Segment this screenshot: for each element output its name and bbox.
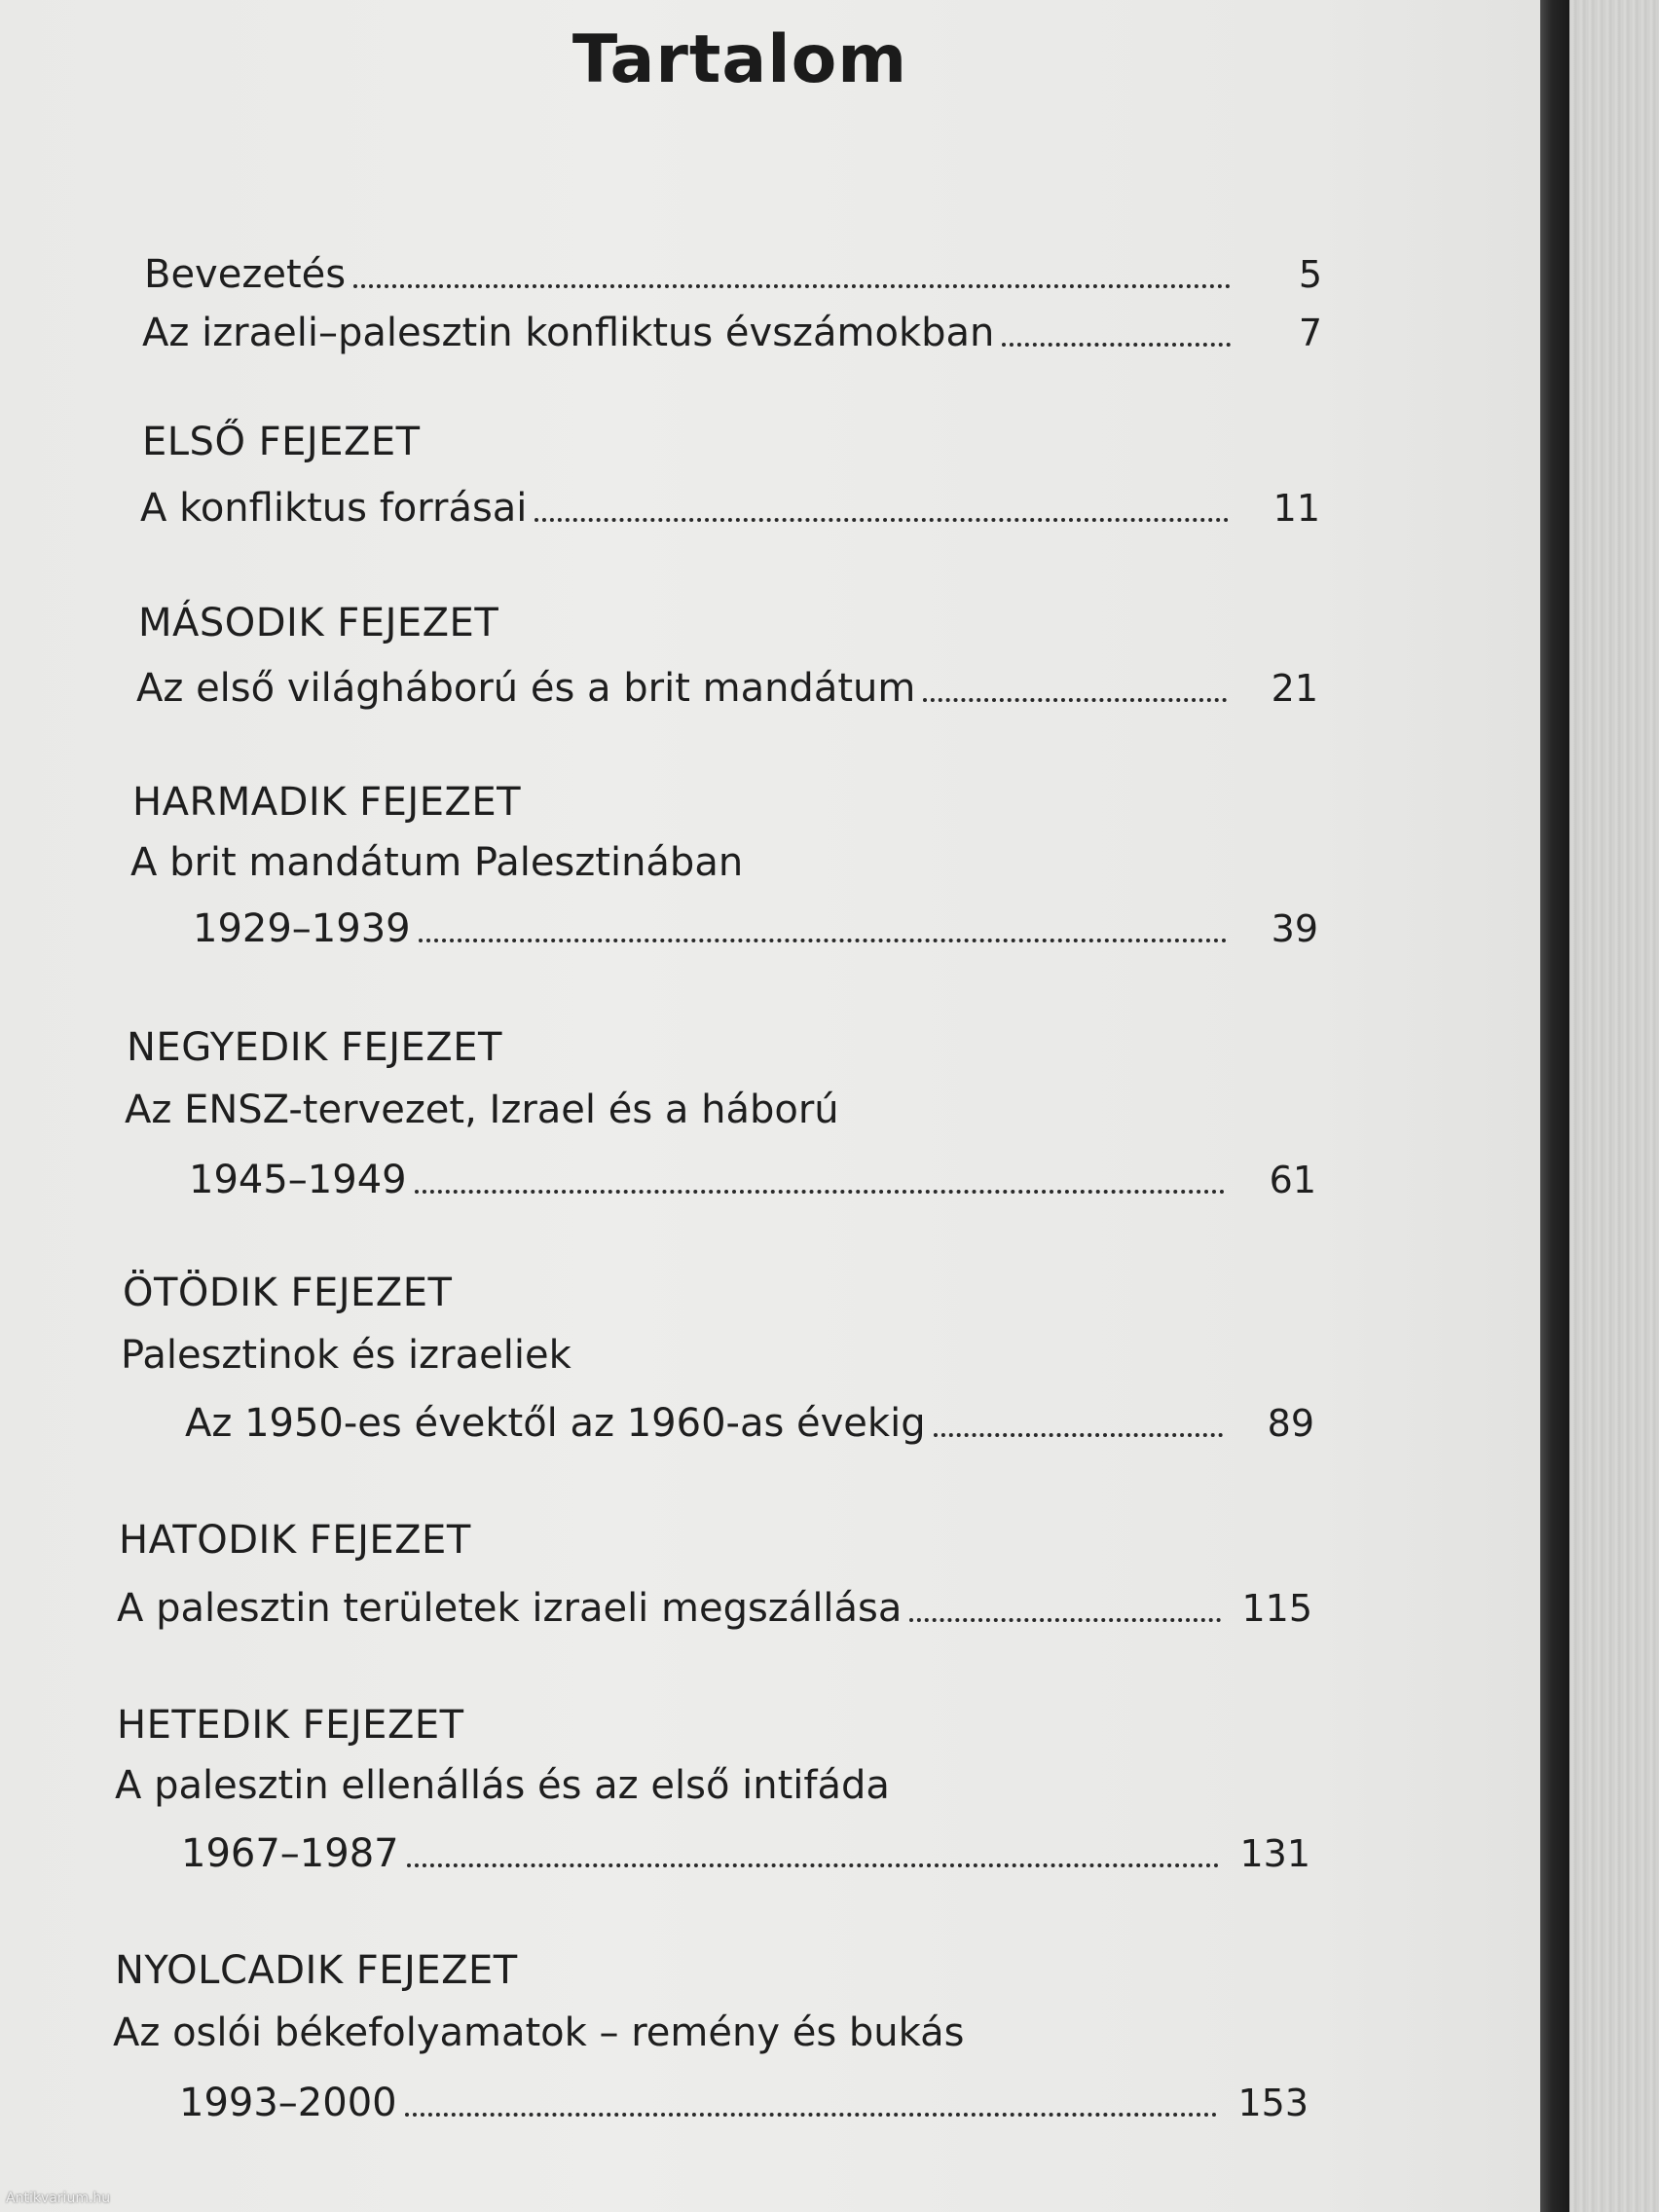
chapter-heading: NEGYEDIK FEJEZET	[127, 1025, 502, 1070]
chapter-subtitle: Palesztinok és izraeliek	[121, 1333, 571, 1378]
chapter-subtitle: A brit mandátum Palesztinában	[130, 840, 744, 885]
leader-dots	[419, 939, 1227, 942]
toc-entry-title: A konfliktus forrásai	[140, 486, 528, 531]
toc-entry-page: 5	[1298, 253, 1322, 296]
toc-entry-chapter-1	[140, 477, 1320, 532]
toc-entry-chapter-4	[189, 1149, 1316, 1203]
leader-dots	[1002, 343, 1231, 347]
toc-entry-title: Az első világháború és a brit mandátum	[136, 666, 916, 711]
toc-entry-chapter-8	[179, 2072, 1309, 2126]
toc-entry-title: 1967–1987	[181, 1831, 399, 1876]
toc-entry-chronology	[142, 302, 1322, 356]
toc-entry-title: Az 1950-es évektől az 1960-as évekig	[185, 1401, 926, 1446]
toc-entry-chapter-2	[136, 657, 1318, 712]
toc-entry-page: 11	[1272, 487, 1320, 530]
toc-entry-chapter-7	[181, 1823, 1310, 1877]
chapter-heading: ÖTÖDIK FEJEZET	[123, 1271, 453, 1315]
chapter-heading: ELSŐ FEJEZET	[142, 420, 421, 464]
leader-dots	[909, 1618, 1221, 1622]
toc-entry-title: 1993–2000	[179, 2081, 397, 2125]
chapter-subtitle: Az oslói békefolyamatok – remény és bukás	[113, 2010, 965, 2055]
toc-entry-page: 89	[1267, 1402, 1314, 1445]
leader-dots	[535, 518, 1229, 522]
leader-dots	[923, 698, 1227, 702]
toc-entry-page: 131	[1239, 1832, 1310, 1875]
chapter-subtitle: Az ENSZ-tervezet, Izrael és a háború	[125, 1088, 839, 1132]
leader-dots	[407, 1863, 1219, 1867]
toc-entry-page: 153	[1237, 2082, 1309, 2124]
leader-dots	[934, 1433, 1223, 1437]
toc-entry-page: 61	[1269, 1159, 1316, 1201]
toc-entry-title: 1945–1949	[189, 1158, 407, 1202]
toc-entry-page: 21	[1271, 667, 1318, 710]
toc-entry-page: 115	[1241, 1587, 1312, 1630]
chapter-heading: NYOLCADIK FEJEZET	[115, 1948, 518, 1993]
toc-entry-introduction	[144, 243, 1322, 298]
chapter-heading: HATODIK FEJEZET	[119, 1518, 471, 1563]
page-edges	[1569, 0, 1659, 2212]
leader-dots	[405, 2113, 1217, 2117]
toc-entry-chapter-6	[117, 1577, 1312, 1632]
book-binding	[1540, 0, 1569, 2212]
toc-entry-chapter-3	[193, 898, 1318, 952]
toc-entry-chapter-5	[185, 1392, 1314, 1447]
chapter-heading: HETEDIK FEJEZET	[117, 1703, 464, 1748]
toc-entry-page: 7	[1298, 312, 1322, 354]
leader-dots	[415, 1190, 1225, 1194]
chapter-heading: HARMADIK FEJEZET	[132, 780, 522, 825]
toc-entry-title: Bevezetés	[144, 252, 347, 297]
toc-entry-page: 39	[1271, 907, 1318, 950]
page-title: Tartalom	[571, 21, 908, 98]
toc-entry-title: 1929–1939	[193, 906, 411, 951]
toc-entry-title: A palesztin területek izraeli megszállása	[117, 1586, 903, 1631]
watermark: Antikvarium.hu	[6, 2191, 111, 2206]
leader-dots	[353, 284, 1231, 288]
chapter-heading: MÁSODIK FEJEZET	[138, 601, 499, 645]
toc-entry-title: Az izraeli–palesztin konfliktus évszámokban	[142, 311, 995, 355]
chapter-subtitle: A palesztin ellenállás és az első intifáda	[115, 1763, 890, 1808]
